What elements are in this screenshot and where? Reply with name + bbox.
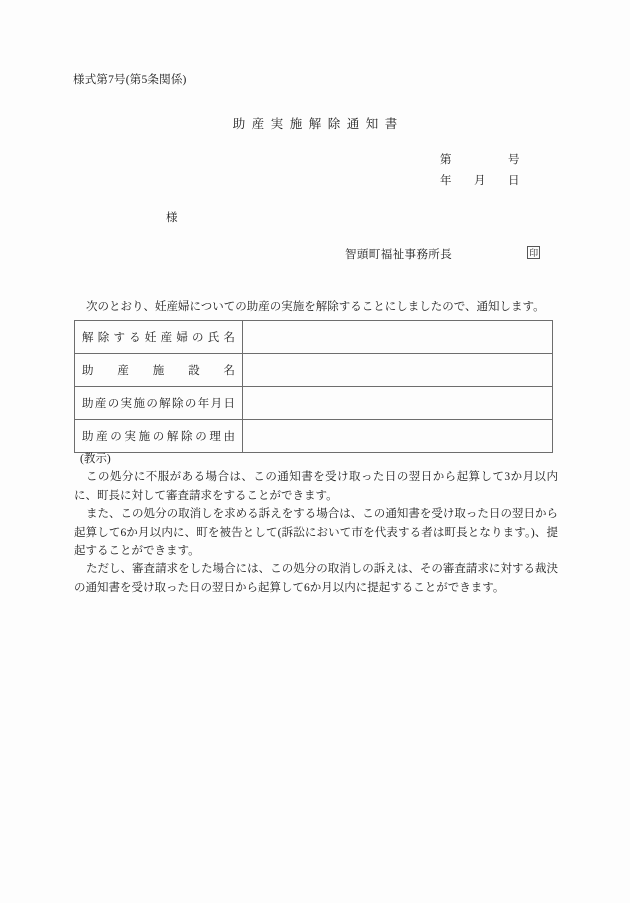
row-value-cell[interactable]	[243, 321, 553, 354]
issuer-line	[345, 246, 540, 262]
year-label: 年	[440, 175, 452, 187]
table-row	[75, 420, 553, 453]
lead-sentence: 次のとおり、妊産婦についての助産の実施を解除することにしましたので、通知します。	[86, 301, 545, 313]
row-label-cell	[75, 321, 243, 354]
document-date-row	[440, 171, 550, 192]
row-value-cell[interactable]	[243, 420, 553, 453]
notice-paragraph: また、この処分の取消しを求める訴えをする場合は、この通知書を受け取った日の翌日から起算して6か月以内に、町を被告として(訴訟において市を代表する者は町長となります。)、提起することができます。	[74, 508, 558, 558]
document-number-label: 第	[440, 154, 452, 166]
seal-icon: 印	[529, 248, 539, 258]
row-value-cell[interactable]	[243, 354, 553, 387]
row-value-cell[interactable]	[243, 387, 553, 420]
document-number-row	[440, 150, 550, 171]
row-label-cell	[75, 420, 243, 453]
notice-section	[74, 450, 558, 597]
notice-paragraph: この処分に不服がある場合は、この通知書を受け取った日の翌日から起算して3か月以内に、町長に対して審査請求をすることができます。	[74, 471, 558, 502]
issuer-name: 智頭町福祉事務所長	[345, 249, 453, 261]
table-row	[75, 321, 553, 354]
row-label-cell	[75, 387, 243, 420]
page-title: 助産実施解除通知書	[232, 117, 404, 131]
table-row	[75, 387, 553, 420]
row-label-cell	[75, 354, 243, 387]
day-label: 日	[508, 175, 520, 187]
month-label: 月	[474, 175, 486, 187]
row-label: 解除する妊産婦の氏名	[82, 332, 235, 344]
notice-heading: (教示)	[80, 453, 111, 465]
row-label: 助産の実施の解除の年月日	[82, 398, 235, 410]
notice-paragraph: ただし、審査請求をした場合には、この処分の取消しの訴えは、その審査請求に対する裁決の通知書を受け取った日の翌日から起算して6か月以内に提起することができます。	[74, 563, 558, 594]
row-label: 助産施設名	[82, 365, 235, 377]
document-number-suffix: 号	[508, 154, 520, 166]
document-meta-block	[440, 150, 550, 192]
addressee-honorific: 様	[166, 212, 178, 224]
form-number: 様式第7号(第5条関係)	[73, 74, 187, 86]
table-row	[75, 354, 553, 387]
row-label: 助産の実施の解除の理由	[82, 431, 235, 443]
notification-table	[74, 320, 553, 453]
